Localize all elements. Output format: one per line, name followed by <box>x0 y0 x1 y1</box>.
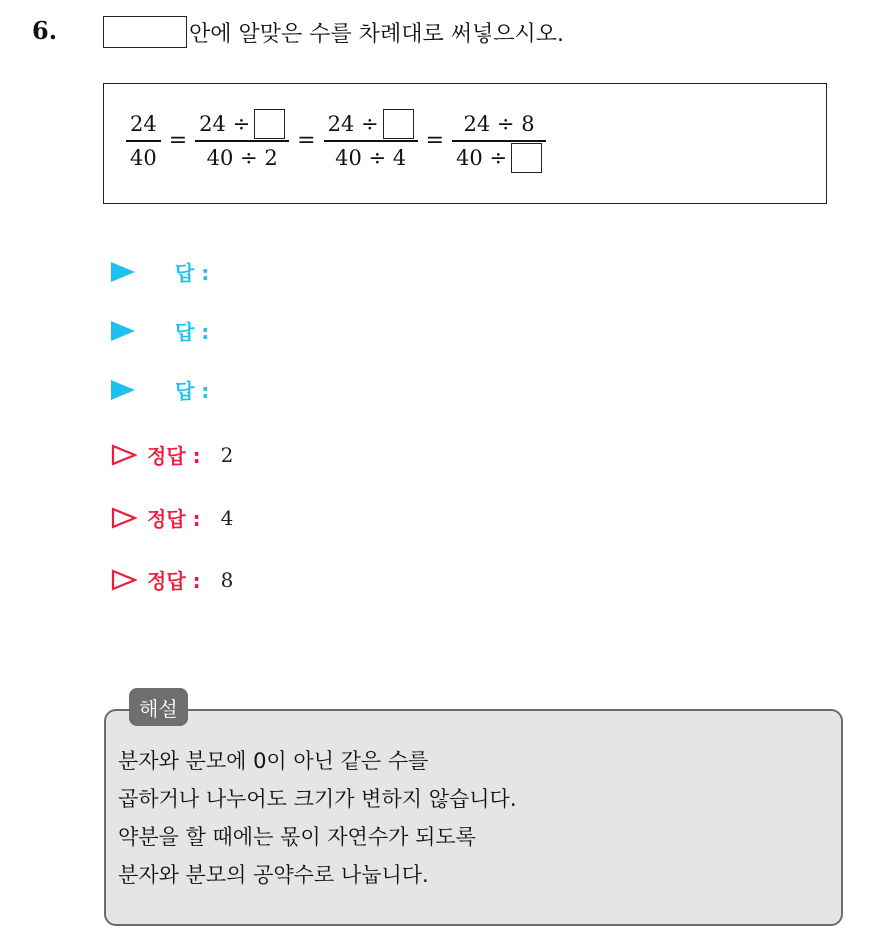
fraction-3-denominator: 40 ÷ 4 <box>335 145 407 170</box>
equals-sign: = <box>297 128 316 154</box>
correct-answer-label: 정답 : <box>147 444 201 468</box>
explanation-line: 분자와 분모의 공약수로 나눕니다. <box>118 863 429 887</box>
correct-answer-label: 정답 : <box>147 507 201 531</box>
play-triangle-icon <box>111 380 135 400</box>
explanation-line: 약분을 할 때에는 몫이 자연수가 되도록 <box>118 825 476 849</box>
outline-triangle-icon <box>111 444 137 466</box>
fraction-1-numerator: 24 <box>130 112 157 136</box>
correct-answer-value: 8 <box>220 567 234 592</box>
play-triangle-icon <box>111 262 135 282</box>
fraction-2 <box>195 108 289 174</box>
fraction-3-numerator-text: 24 ÷ <box>327 112 379 136</box>
explanation-title: 해설 <box>129 688 188 726</box>
fill-blank-box[interactable] <box>383 109 414 139</box>
correct-answer-label: 정답 : <box>147 569 201 593</box>
fraction-4 <box>452 108 546 174</box>
answer-row-3[interactable] <box>111 375 209 404</box>
correct-answer-value: 4 <box>220 505 234 530</box>
fraction-1 <box>126 108 161 174</box>
fraction-1-denominator: 40 <box>130 145 157 170</box>
answer-label: 답 : <box>175 320 210 344</box>
fraction-2-numerator-text: 24 ÷ <box>199 112 251 136</box>
play-triangle-icon <box>111 321 135 341</box>
fraction-4-numerator: 24 ÷ 8 <box>463 112 535 136</box>
equals-sign: = <box>168 128 188 154</box>
question-prompt-line <box>103 16 564 48</box>
fill-blank-box[interactable] <box>511 143 542 173</box>
fraction-2-numerator <box>195 108 289 140</box>
fraction-2-denominator: 40 ÷ 2 <box>206 145 278 170</box>
question-prompt: 안에 알맞은 수를 차례대로 써넣으시오. <box>189 21 564 47</box>
correct-answer-row-1 <box>111 440 233 469</box>
fraction-4-denominator <box>452 142 546 174</box>
answer-label: 답 : <box>175 261 210 285</box>
equation-box <box>103 83 827 204</box>
question-number: 6. <box>32 16 58 45</box>
fraction-3-numerator <box>324 108 418 140</box>
equals-sign: = <box>425 128 445 154</box>
explanation-text <box>118 742 517 894</box>
correct-answer-value: 2 <box>220 442 234 467</box>
explanation-line: 곱하거나 나누어도 크기가 변하지 않습니다. <box>118 787 517 811</box>
answer-row-1[interactable] <box>111 257 209 286</box>
fill-blank-box[interactable] <box>254 109 285 139</box>
fraction-3 <box>324 108 418 174</box>
fraction-equation <box>126 108 546 174</box>
answer-label: 답 : <box>175 379 210 403</box>
correct-answer-row-2 <box>111 503 233 532</box>
explanation-line: 분자와 분모에 0이 아닌 같은 수를 <box>118 749 429 773</box>
outline-triangle-icon <box>111 507 137 529</box>
blank-box-icon <box>103 16 187 48</box>
correct-answer-row-3 <box>111 565 233 594</box>
answer-row-2[interactable] <box>111 316 209 345</box>
fraction-4-denominator-text: 40 ÷ <box>456 145 508 170</box>
outline-triangle-icon <box>111 569 137 591</box>
